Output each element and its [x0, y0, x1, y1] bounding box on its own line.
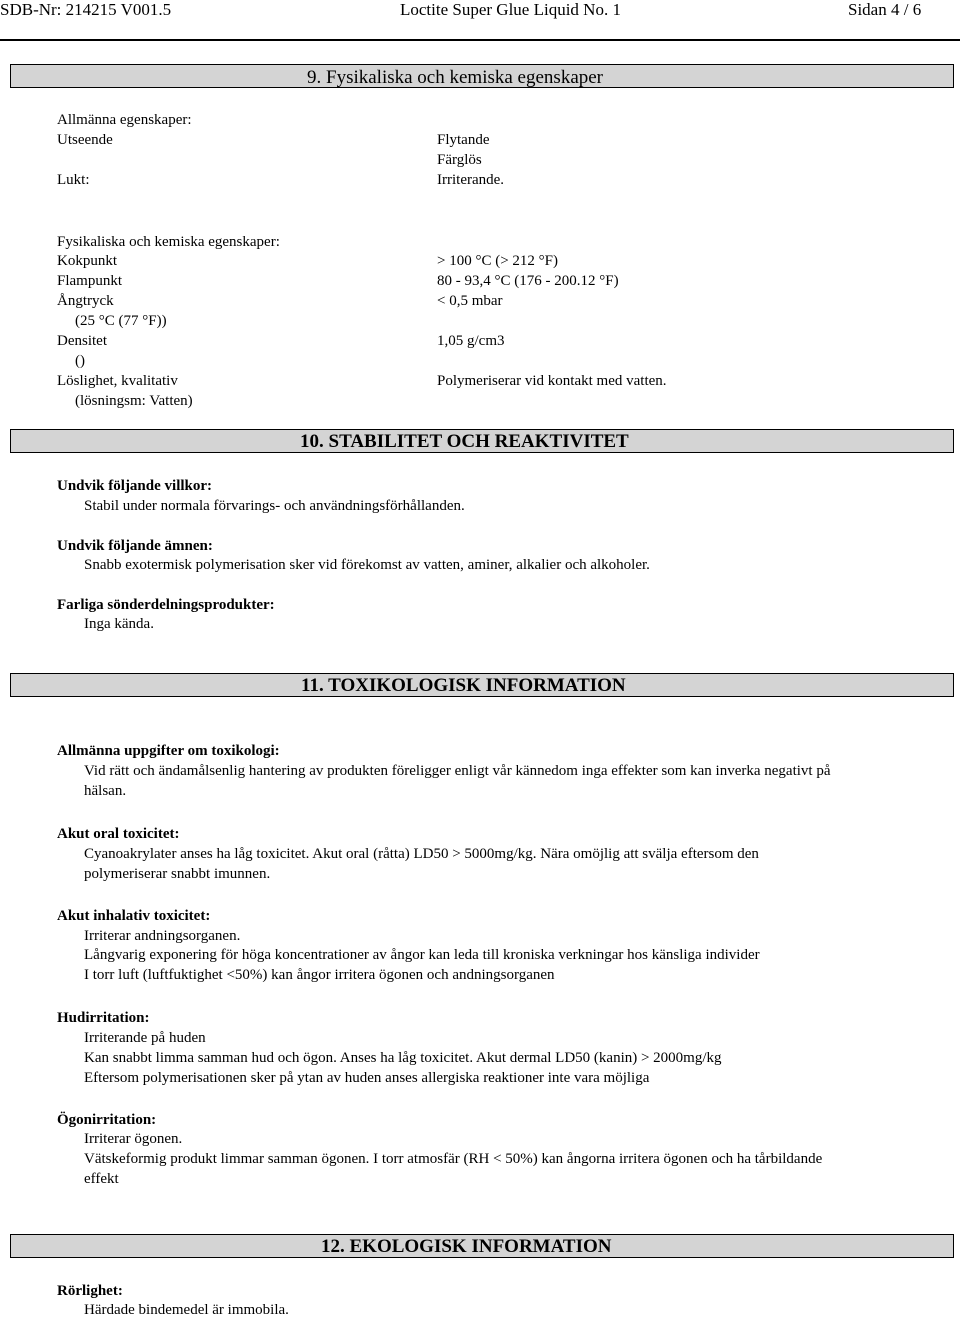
- page-number: Sidan 4 / 6: [848, 0, 922, 19]
- subsection-text: Vid rätt och ändamålsenlig hantering av produkten föreligger enligt vår kännedom inga effekter som kan inverka negativt på: [84, 763, 831, 779]
- property-label: Flampunkt: [57, 273, 123, 289]
- subsection-text: Irriterande på huden: [84, 1030, 206, 1046]
- property-label: Densitet: [57, 333, 107, 349]
- general-value: Flytande: [437, 132, 490, 148]
- general-value: Irriterande.: [437, 172, 505, 188]
- property-value: 80 - 93,4 °C (176 - 200.12 °F): [437, 273, 619, 289]
- subsection-heading: Akut oral toxicitet:: [57, 826, 180, 842]
- general-value: Färglös: [437, 152, 482, 168]
- subsection-heading: Undvik följande ämnen:: [57, 538, 213, 554]
- property-value: > 100 °C (> 212 °F): [437, 253, 559, 269]
- property-label: Ångtryck: [57, 293, 114, 309]
- section-9-title: 9. Fysikaliska och kemiska egenskaper: [307, 67, 604, 88]
- subsection-text: Cyanoakrylater anses ha låg toxicitet. Akut oral (råtta) LD50 > 5000mg/kg. Nära omöjlig att svälja eftersom den: [84, 846, 759, 862]
- subsection-text: polymeriserar snabbt imunnen.: [84, 866, 271, 882]
- property-label: Kokpunkt: [57, 253, 117, 269]
- subsection-heading: Allmänna uppgifter om toxikologi:: [57, 743, 280, 759]
- subsection-text: Stabil under normala förvarings- och användningsförhållanden.: [84, 498, 465, 514]
- subsection-text: Irriterar andningsorganen.: [84, 928, 241, 944]
- general-properties-heading: Allmänna egenskaper:: [57, 112, 192, 128]
- subsection-text: Inga kända.: [84, 616, 154, 632]
- general-label: Utseende: [57, 132, 113, 148]
- property-condition: (25 °C (77 °F)): [75, 313, 167, 329]
- property-value: < 0,5 mbar: [437, 293, 503, 309]
- document-id: SDB-Nr: 214215 V001.5: [0, 0, 172, 19]
- subsection-heading: Hudirritation:: [57, 1010, 150, 1026]
- subsection-heading: Akut inhalativ toxicitet:: [57, 908, 211, 924]
- subsection-text: Långvarig exponering för höga koncentrationer av ångor kan leda till kroniska verkningar hos känsliga individer: [84, 947, 760, 963]
- subsection-text: I torr luft (luftfuktighet <50%) kan ångor irritera ögonen och andningsorganen: [84, 967, 555, 983]
- subsection-heading: Rörlighet:: [57, 1283, 123, 1299]
- header-rule: [0, 39, 960, 41]
- subsection-heading: Farliga sönderdelningsprodukter:: [57, 597, 275, 613]
- subsection-heading: Undvik följande villkor:: [57, 478, 213, 494]
- subsection-heading: Ögonirritation:: [57, 1112, 157, 1128]
- property-condition: (): [75, 353, 85, 369]
- section-10-title: 10. STABILITET OCH REAKTIVITET: [300, 431, 629, 452]
- section-11-title: 11. TOXIKOLOGISK INFORMATION: [301, 675, 626, 696]
- section-12-title: 12. EKOLOGISK INFORMATION: [321, 1236, 612, 1257]
- subsection-text: Eftersom polymerisationen sker på ytan av huden anses allergiska reaktioner inte vara möjliga: [84, 1070, 650, 1086]
- property-value: Polymeriserar vid kontakt med vatten.: [437, 373, 667, 389]
- property-label: Löslighet, kvalitativ: [57, 373, 178, 389]
- property-condition: (lösningsm: Vatten): [75, 393, 193, 409]
- subsection-text: effekt: [84, 1171, 119, 1187]
- subsection-text: Snabb exotermisk polymerisation sker vid förekomst av vatten, aminer, alkalier och alkoholer.: [84, 557, 650, 573]
- subsection-text: Irriterar ögonen.: [84, 1131, 183, 1147]
- subsection-text: hälsan.: [84, 783, 127, 799]
- subsection-text: Vätskeformig produkt limmar samman ögonen. I torr atmosfär (RH < 50%) kan ångorna irritera ögonen och ha tårbildande: [84, 1151, 823, 1167]
- general-label: Lukt:: [57, 172, 90, 188]
- product-name: Loctite Super Glue Liquid No. 1: [400, 0, 621, 19]
- subsection-text: Härdade bindemedel är immobila.: [84, 1302, 289, 1318]
- property-value: 1,05 g/cm3: [437, 333, 505, 349]
- subsection-text: Kan snabbt limma samman hud och ögon. Anses ha låg toxicitet. Akut dermal LD50 (kanin) > 2000mg/kg: [84, 1050, 722, 1066]
- properties-heading: Fysikaliska och kemiska egenskaper:: [57, 234, 280, 250]
